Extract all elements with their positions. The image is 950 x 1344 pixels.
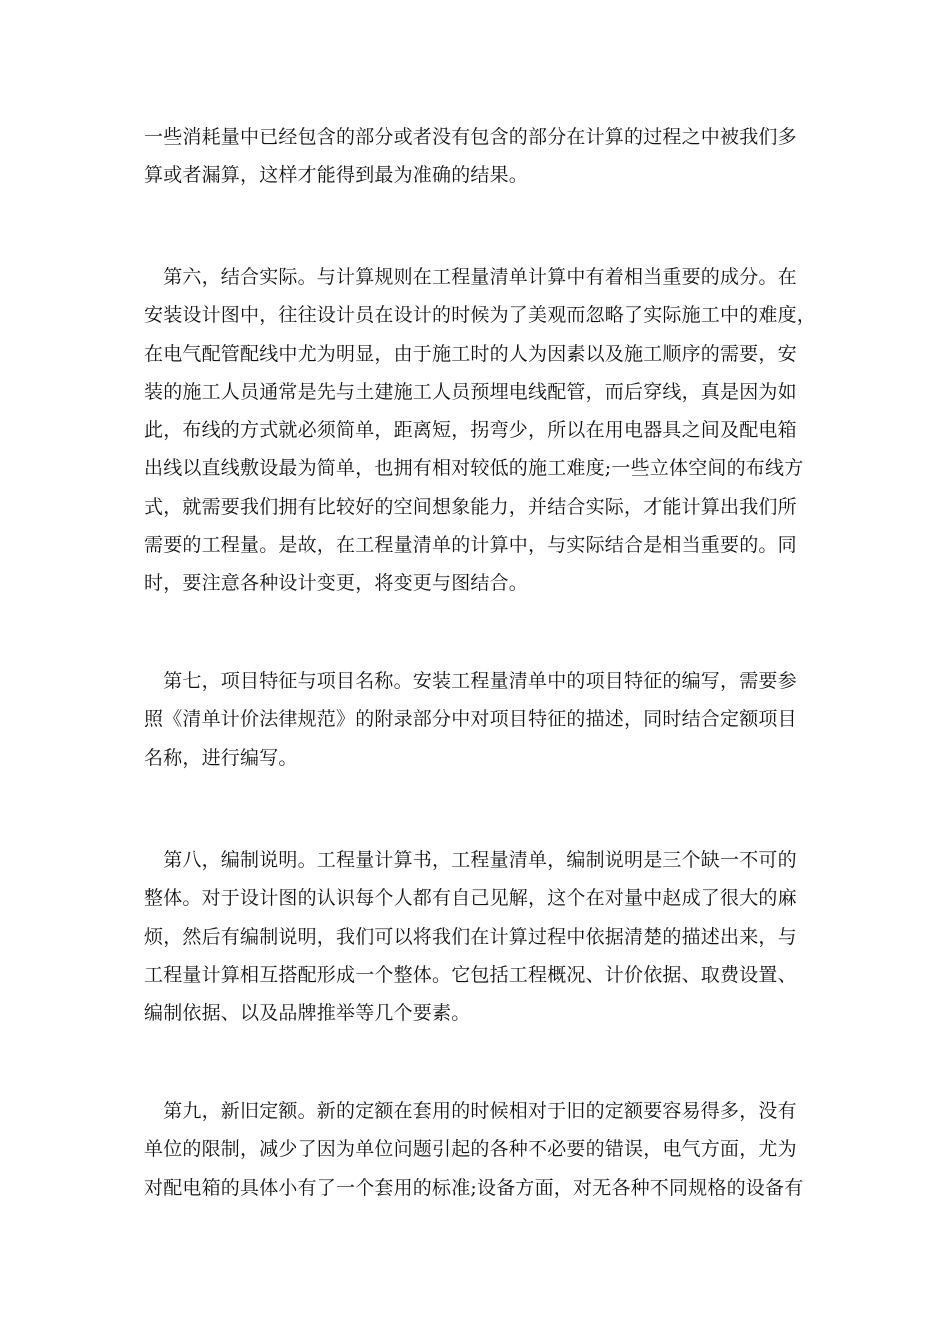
text-line: 一些消耗量中已经包含的部分或者没有包含的部分在计算的过程之中被我们多 <box>144 126 797 148</box>
text-line: 整体。对于设计图的认识每个人都有自己见解，这个在对量中赵成了很大的麻 <box>144 887 797 910</box>
text-line: 算或者漏算，这样才能得到最为准确的结果。 <box>144 164 529 187</box>
paragraph-seventh <box>144 662 814 777</box>
text-line: 需要的工程量。是故，在工程量清单的计算中，与实际结合是相当重要的。同 <box>144 534 797 557</box>
paragraph-eighth <box>144 841 814 1032</box>
text-line: 在电气配管配线中尤为明显，由于施工时的人为因素以及施工顺序的需要，安 <box>144 342 797 365</box>
text-line: 对配电箱的具体小有了一个套用的标准;设备方面，对无各种不同规格的设备有 <box>144 1176 804 1199</box>
text-line: 第六，结合实际。与计算规则在工程量清单计算中有着相当重要的成分。在 <box>144 266 797 288</box>
text-line: 照《清单计价法律规范》的附录部分中对项目特征的描述，同时结合定额项目 <box>144 708 797 731</box>
text-line: 式，就需要我们拥有比较好的空间想象能力，并结合实际，才能计算出我们所 <box>144 495 797 518</box>
text-line: 单位的限制，减少了因为单位问题引起的各种不必要的错误，电气方面，尤为 <box>144 1138 797 1161</box>
paragraph-sixth <box>144 258 817 603</box>
text-line: 烦，然后有编制说明，我们可以将我们在计算过程中依据清楚的描述出来，与 <box>144 925 797 948</box>
paragraph-continuation <box>144 118 814 195</box>
text-line: 工程量计算相互搭配形成一个整体。它包括工程概况、计价依据、取费设置、 <box>144 963 797 986</box>
text-line: 出线以直线敷设最为简单，也拥有相对较低的施工难度;一些立体空间的布线方 <box>144 457 804 480</box>
text-line: 第七，项目特征与项目名称。安装工程量清单中的项目特征的编写，需要参 <box>144 670 797 692</box>
text-line: 安装设计图中，往往设计员在设计的时候为了美观而忽略了实际施工中的难度， <box>144 304 817 327</box>
text-line: 名称，进行编写。 <box>144 746 298 769</box>
text-line: 此，布线的方式就必须简单，距离短，拐弯少，所以在用电器具之间及配电箱 <box>144 419 797 442</box>
text-line: 第九，新旧定额。新的定额在套用的时候相对于旧的定额要容易得多，没有 <box>144 1100 797 1122</box>
text-line: 装的施工人员通常是先与土建施工人员预埋电线配管，而后穿线，真是因为如 <box>144 380 797 403</box>
text-line: 编制依据、以及品牌推举等几个要素。 <box>144 1002 471 1025</box>
text-line: 第八，编制说明。工程量计算书，工程量清单，编制说明是三个缺一不可的 <box>144 849 797 871</box>
text-line: 时，要注意各种设计变更，将变更与图结合。 <box>144 572 529 595</box>
paragraph-ninth <box>144 1092 814 1207</box>
